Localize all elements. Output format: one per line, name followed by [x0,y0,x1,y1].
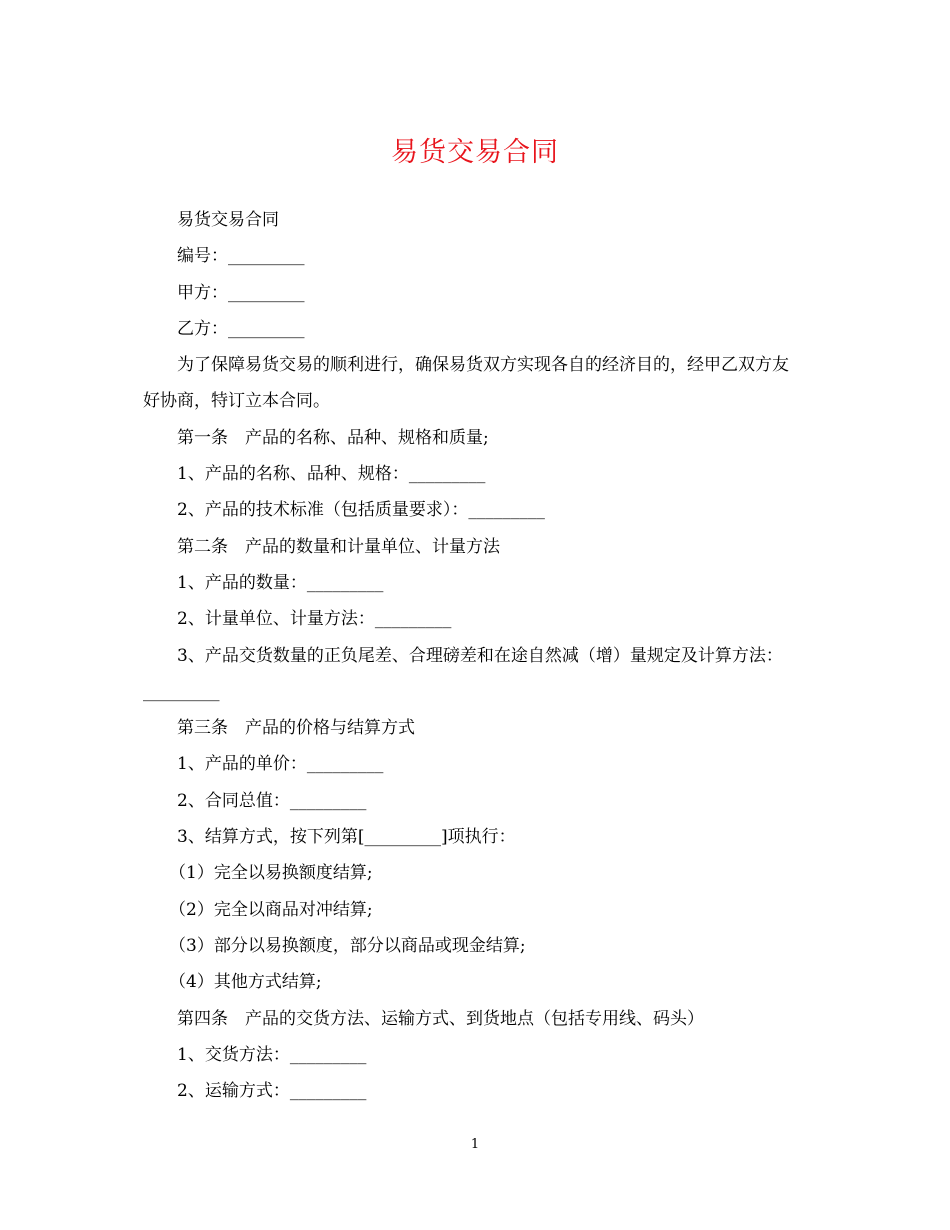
paragraph-article-3-item-2: 2、合同总值：_________ [177,790,367,811]
paragraph-article-2-item-3: 3、产品交货数量的正负尾差、合理磅差和在途自然减（增）量规定及计算方法：_________ [143,645,783,702]
paragraph-article-3-item-3: 3、结算方式，按下列第[_________]项执行： [177,827,516,848]
paragraph-party-a: 甲方：_________ [177,282,305,303]
paragraph-heading: 易货交易合同 [177,210,279,230]
paragraph-article-1-item-1: 1、产品的名称、品种、规格：_________ [177,464,486,485]
paragraph-party-b: 乙方：_________ [177,318,305,339]
paragraph-option-4: （4）其他方式结算; [169,972,322,993]
paragraph-option-2: （2）完全以商品对冲结算; [169,899,373,920]
paragraph-option-3: （3）部分以易换额度，部分以商品或现金结算; [169,935,526,956]
paragraph-article-1: 第一条 产品的名称、品种、规格和质量; [177,427,489,448]
paragraph-article-2-item-1: 1、产品的数量：_________ [177,572,384,593]
paragraph-article-4-item-1: 1、交货方法：_________ [177,1044,367,1065]
paragraph-article-2: 第二条 产品的数量和计量单位、计量方法 [177,536,500,557]
paragraph-article-4-item-2: 2、运输方式：_________ [177,1081,367,1102]
paragraph-option-1: （1）完全以易换额度结算; [169,863,373,884]
document-title: 易货交易合同 [391,137,559,168]
paragraph-article-1-item-2: 2、产品的技术标准（包括质量要求）：_________ [177,500,545,521]
paragraph-preamble: 为了保障易货交易的顺利进行，确保易货双方实现各自的经济目的，经甲乙双方友好协商，特订立本合同。 [143,355,789,412]
paragraph-article-3-item-1: 1、产品的单价：_________ [177,754,384,775]
paragraph-article-3: 第三条 产品的价格与结算方式 [177,718,415,739]
document-body [143,202,803,1109]
paragraph-contract-number: 编号：_________ [177,246,305,267]
page-number: 1 [470,1137,480,1152]
paragraph-article-2-item-2: 2、计量单位、计量方法：_________ [177,609,452,630]
paragraph-article-4: 第四条 产品的交货方法、运输方式、到货地点（包括专用线、码头） [177,1008,704,1029]
